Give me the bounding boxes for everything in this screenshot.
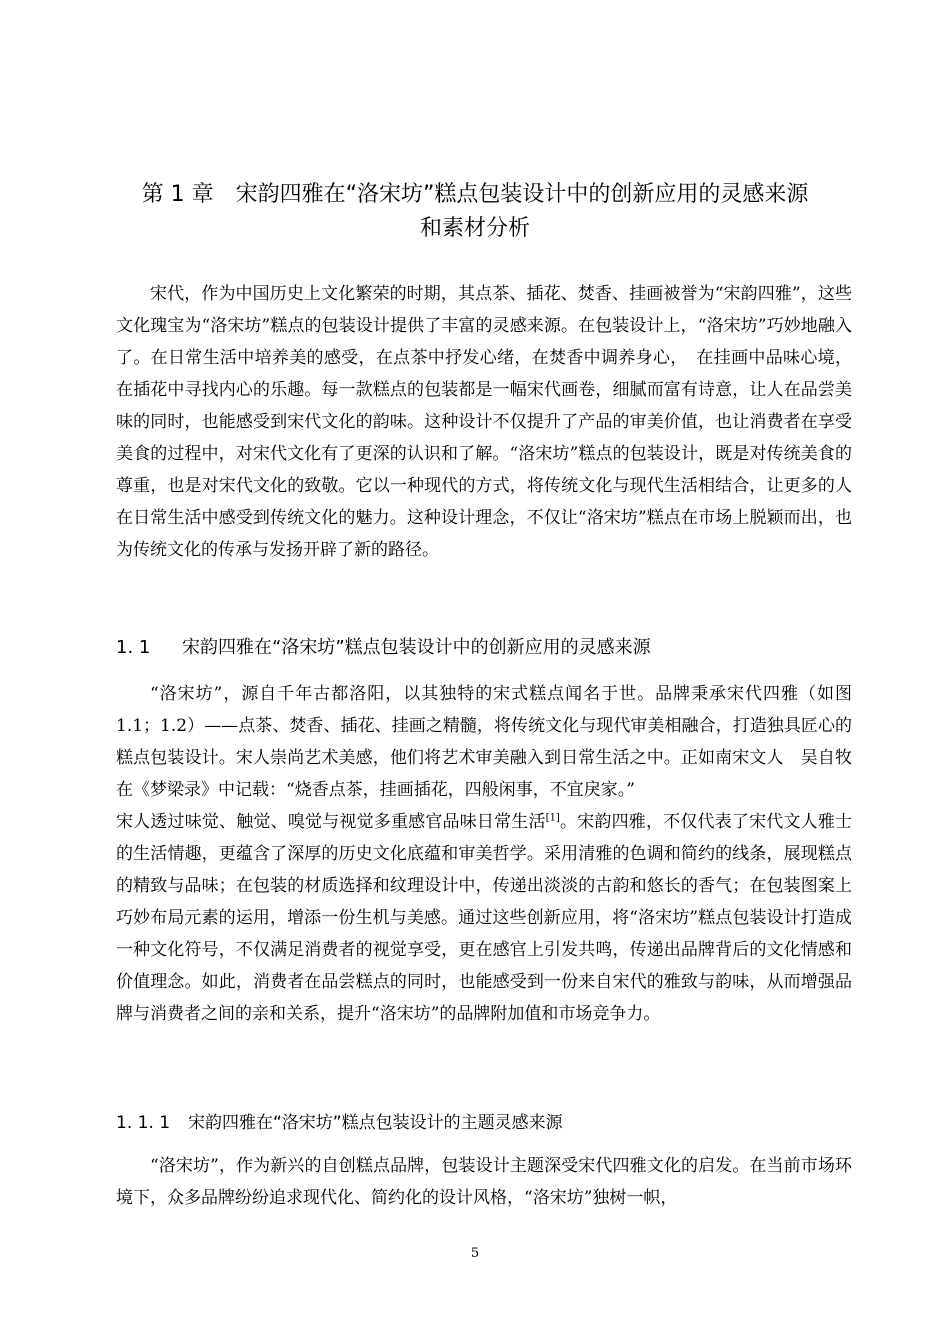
section-1-1-1-number: 1. 1. 1 <box>116 1113 171 1133</box>
section-1-1-1-title: 宋韵四雅在“洛宋坊”糕点包装设计的主题灵感来源 <box>188 1113 563 1133</box>
section-1-1-body <box>116 678 852 1030</box>
paragraph-2-text-end: 。宋韵四雅，不仅代表了宋代文人雅士的生活情趣，更蕴含了深厚的历史文化底蕴和审美哲学。采用清雅的色调和简约的线条，展现糕点的精致与品味；在包装的材质选择和纹理设计中，传递出淡淡的古韵和悠长的香气；在包装图案上巧妙布局元素的运用，增添一份生机与美感。通过这些创新应用，将“洛宋坊”糕点包装设计打造成一种文化符号，不仅满足消费者的视觉享受，更在感官上引发共鸣，传递出品牌背后的文化情感和价值理念。如此，消费者在品尝糕点的同时，也能感受到一份来自宋代的雅致与韵味，从而增强品牌与消费者之间的亲和关系，提升“洛宋坊”的品牌附加值和市场竞争力。 <box>116 812 853 1024</box>
section-1-1-title: 宋韵四雅在“洛宋坊”糕点包装设计中的创新应用的灵感来源 <box>182 637 651 658</box>
section-1-1-1-paragraph: “洛宋坊”，作为新兴的自创糕点品牌，包装设计主题深受宋代四雅文化的启发。在当前市场环境下，众多品牌纷纷追求现代化、简约化的设计风格，“洛宋坊”独树一帜， <box>116 1156 852 1208</box>
section-1-1-number: 1. 1 <box>116 637 151 658</box>
intro-section <box>116 278 852 566</box>
section-1-1-heading <box>116 633 856 663</box>
intro-paragraph: 宋代，作为中国历史上文化繁荣的时期，其点茶、插花、焚香、挂画被誉为“宋韵四雅”，这些文化瑰宝为“洛宋坊”糕点的包装设计提供了丰富的灵感来源。在包装设计上，“洛宋坊”巧妙地融入了。在日常生活中培养美的感受，在点茶中抒发心绪，在焚香中调养身心， 在挂画中品味心境，在插花中寻找内心的乐趣。每一款糕点的包装都是一幅宋代画卷，细腻而富有诗意，让人在品尝美味的同时，也能感受到宋代文化的韵味。这种设计不仅提升了产品的审美价值，也让消费者在享受美食的过程中，对宋代文化有了更深的认识和了解。“洛宋坊”糕点的包装设计，既是对传统美食的尊重，也是对宋代文化的致敬。它以一种现代的方式，将传统文化与现代生活相结合，让更多的人在日常生活中感受到传统文化的魅力。这种设计理念，不仅让“洛宋坊”糕点在市场上脱颖而出，也为传统文化的传承与发扬开辟了新的路径。 <box>116 284 852 560</box>
section-1-1-1-heading <box>116 1108 856 1138</box>
chapter-title-line-2: 和素材分析 <box>419 216 530 241</box>
chapter-title-line-1: 第 1 章 宋韵四雅在“洛宋坊”糕点包装设计中的创新应用的灵感来源 <box>141 182 809 207</box>
paragraph-2-text-start: 宋人透过味觉、触觉、嗅觉与视觉多重感官品味日常生活 <box>116 812 546 832</box>
chapter-title <box>100 178 850 246</box>
citation-reference[interactable]: [1] <box>545 812 560 824</box>
section-1-1-paragraph-2 <box>116 806 852 1030</box>
page-number: 5 <box>470 1246 480 1261</box>
section-1-1-1-body <box>116 1150 852 1214</box>
section-1-1-paragraph-1: “洛宋坊”，源自千年古都洛阳，以其独特的宋式糕点闻名于世。品牌秉承宋代四雅（如图 1.1；1.2）——点茶、焚香、插花、挂画之精髓，将传统文化与现代审美相融合，打造独具匠心的糕点包装设计。宋人崇尚艺术美感，他们将艺术审美融入到日常生活之中。正如南宋文人 吴自牧在《梦梁录》中记载：“烧香点茶，挂画插花，四般闲事，不宜戾家。” <box>116 684 852 800</box>
